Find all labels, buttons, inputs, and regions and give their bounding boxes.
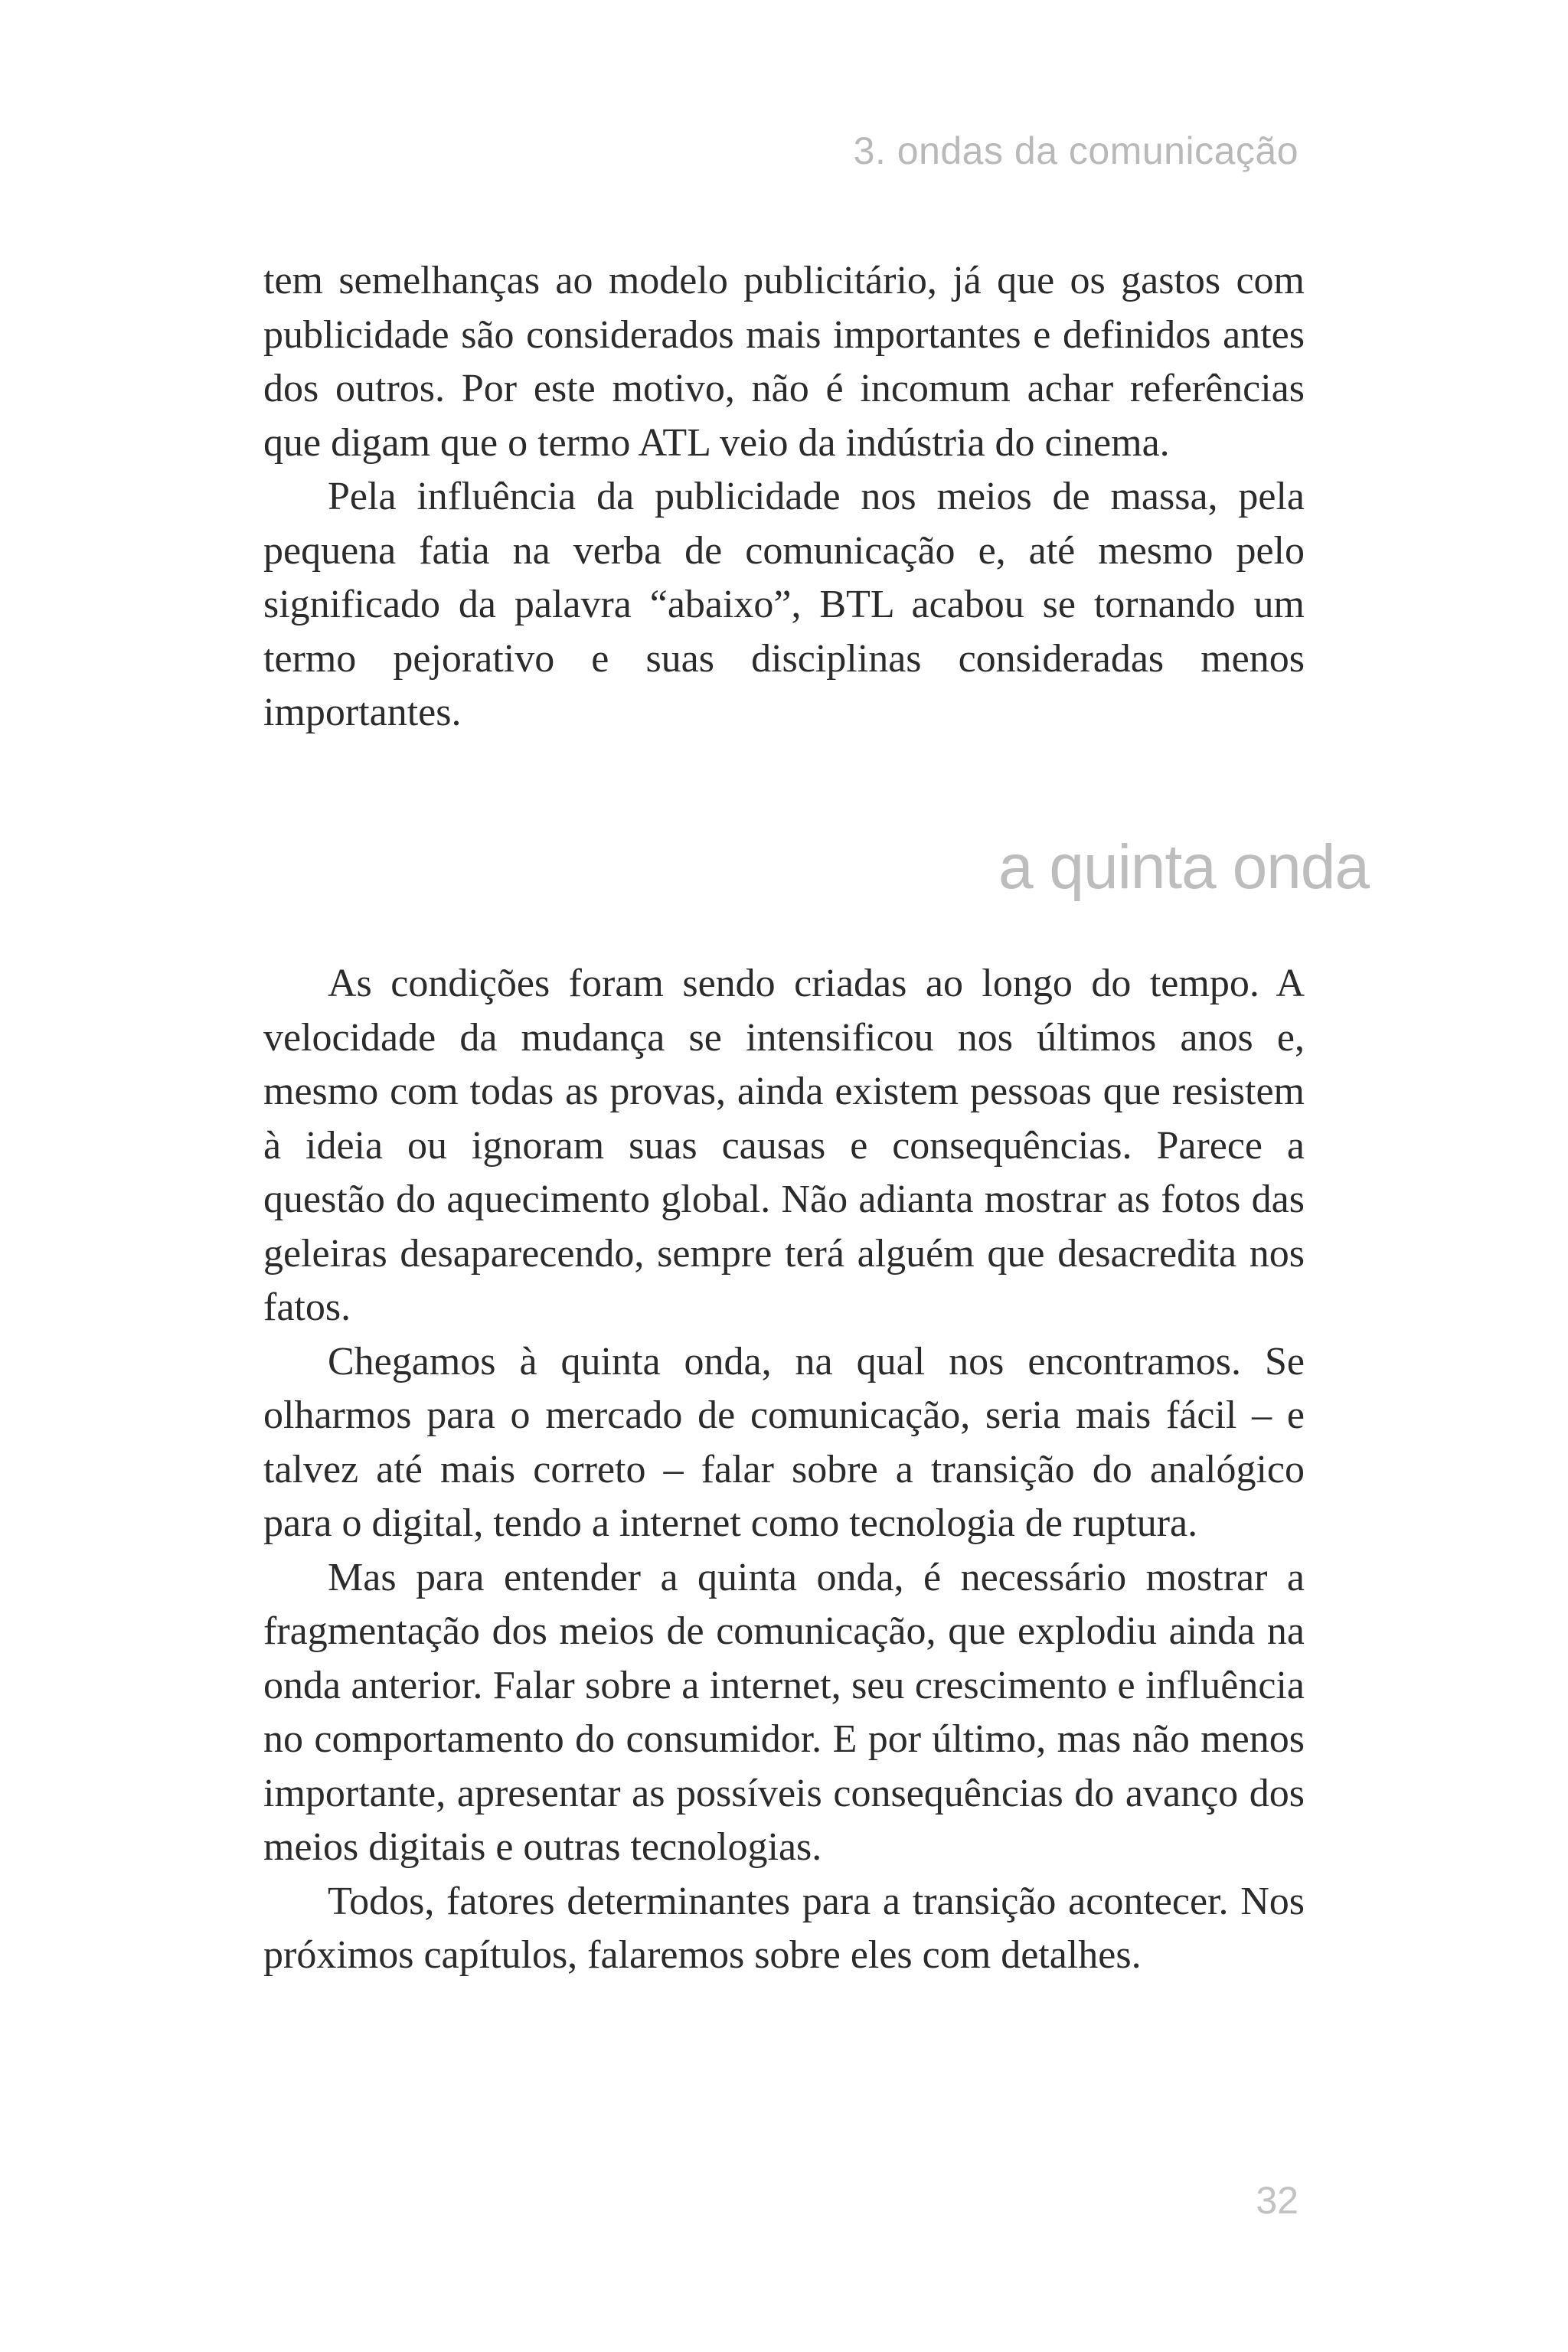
body-paragraph: As condições foram sendo criadas ao longo do tempo. A velocidade da mudança se intensificou nos últimos anos e, mesmo com todas as provas, ainda existem pessoas que resistem à ideia ou ignoram suas causas e consequências. Parece a questão do aquecimento global. Não adianta mostrar as fotos das geleiras desaparecendo, sempre terá alguém que desacredita nos fatos. <box>263 962 1305 1329</box>
page-number: 32 <box>1256 2179 1298 2222</box>
section-title: a quinta onda <box>998 832 1369 902</box>
running-head: 3. ondas da comunicação <box>853 129 1298 172</box>
body-paragraph: Mas para entender a quinta onda, é necessário mostrar a fragmentação dos meios de comunicação, que explodiu ainda na onda anterior. Falar sobre a internet, seu crescimento e influência no comportamento do consumidor. E por último, mas não menos importante, apresentar as possíveis consequências do avanço dos meios digitais e outras tecnologias. <box>263 1555 1305 1869</box>
intro-text-block <box>263 254 1305 740</box>
body-paragraph: Chegamos à quinta onda, na qual nos encontramos. Se olharmos para o mercado de comunicação, seria mais fácil – e talvez até mais correto – falar sobre a transição do analógico para o digital, tendo a internet como tecnologia de ruptura. <box>263 1339 1305 1545</box>
section-text-block <box>263 957 1305 1983</box>
body-paragraph: Todos, fatores determinantes para a transição acontecer. Nos próximos capítulos, falaremos sobre eles com detalhes. <box>263 1879 1305 1977</box>
body-paragraph: Pela influência da publicidade nos meios de massa, pela pequena fatia na verba de comunicação e, até mesmo pelo significado da palavra “abaixo”, BTL acabou se tornando um termo pejorativo e suas disciplinas consideradas menos importantes. <box>263 475 1305 734</box>
body-paragraph: tem semelhanças ao modelo publicitário, já que os gastos com publicidade são considerados mais importantes e definidos antes dos outros. Por este motivo, não é incomum achar referências que digam que o termo ATL veio da indústria do cinema. <box>263 259 1305 465</box>
